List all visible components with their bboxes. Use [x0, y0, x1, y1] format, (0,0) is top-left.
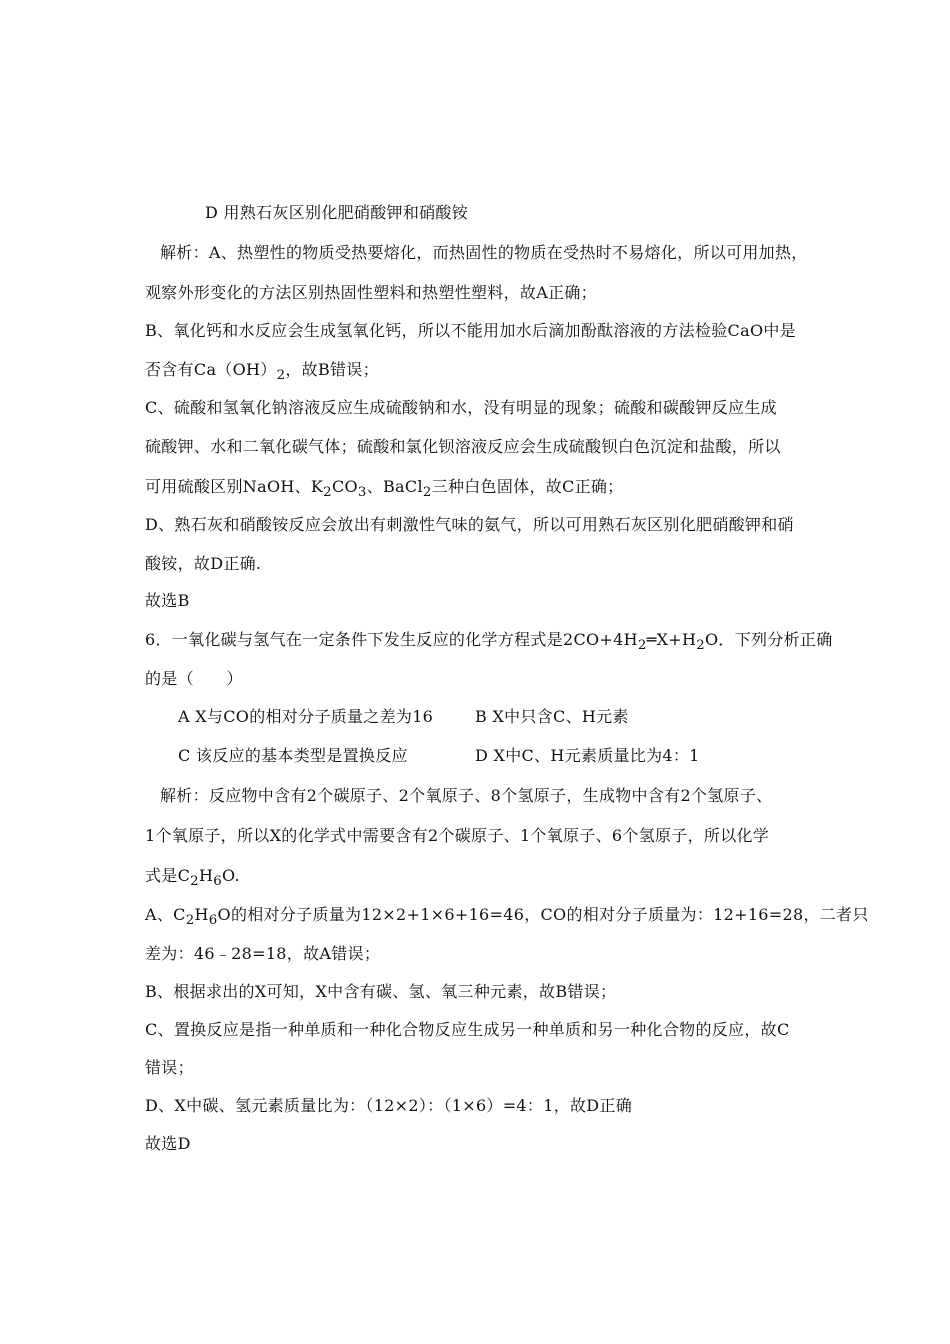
q5-analysis-line-8: D、熟石灰和硝酸铵反应会放出有刺激性气味的氨气，所以可用熟石灰区别化肥硝酸钾和硝: [145, 515, 794, 534]
q6-answer: 故选D: [145, 1134, 191, 1153]
q5-analysis-line-7: 可用硫酸区别NaOH、$K_2CO_3$、BaCl$_2$三种白色固体，故C正确；: [145, 477, 624, 501]
q5-analysis-line-3: B、氧化钙和水反应会生成氢氧化钙，所以不能用加水后滴加酚酞溶液的方法检验CaO中是: [145, 321, 796, 340]
q5-analysis-line-2: 观察外形变化的方法区别热固性塑料和热塑性塑料，故A正确；: [145, 283, 597, 302]
q6-analysis-line-1: 解析：反应物中含有2个碳原子、2个氧原子、8个氢原子，生成物中含有2个氢原子、: [160, 786, 773, 805]
q6-option-c: C 该反应的基本类型是置换反应: [178, 746, 408, 765]
q6-analysis-line-3: 式是$C_2H_6O$.: [145, 866, 240, 890]
q6-stem-line-2: 的是（ ）: [145, 669, 243, 688]
q6-b-line-1: B、根据求出的X可知，X中含有碳、氢、氧三种元素，故B错误；: [145, 982, 617, 1001]
q5-analysis-line-4: 否含有$Ca(OH)_2$，故B错误；: [145, 360, 379, 384]
q6-a-line-1: A、$C_2H_6O$的相对分子质量为12×2+1×6+16=46，CO的相对分子质量为：12+16=28，二者只: [145, 905, 869, 929]
q6-a-line-2: 差为：46﹣28=18，故A错误；: [145, 944, 381, 963]
q6-stem-line-1: 6．一氧化碳与氢气在一定条件下发生反应的化学方程式是$2CO+4H_2═X+H_2O$．下列分析正确: [145, 630, 833, 654]
q6-analysis-line-2: 1个氧原子，所以X的化学式中需要含有2个碳原子、1个氧原子、6个氢原子，所以化学: [145, 826, 770, 845]
q6-c-line-2: 错误；: [145, 1058, 194, 1077]
q5-answer: 故选B: [145, 591, 190, 610]
q5-analysis-line-9: 酸铵，故D正确.: [145, 554, 262, 573]
q6-c-line-1: C、置换反应是指一种单质和一种化合物反应生成另一种单质和另一种化合物的反应，故C: [145, 1020, 790, 1039]
q6-option-d: D X中C、H元素质量比为4：1: [475, 746, 700, 765]
q5-analysis-line-1: 解析：A、热塑性的物质受热要熔化，而热固性的物质在受热时不易熔化，所以可用加热，: [160, 243, 808, 262]
q6-option-b: B X中只含C、H元素: [475, 707, 629, 726]
q6-option-a: A X与CO的相对分子质量之差为16: [178, 707, 434, 726]
q5-analysis-line-5: C、硫酸和氢氧化钠溶液反应生成硫酸钠和水，没有明显的现象；硫酸和碳酸钾反应生成: [145, 398, 777, 417]
q5-option-d: D 用熟石灰区别化肥硝酸钾和硝酸铵: [205, 203, 469, 222]
q5-analysis-line-6: 硫酸钾、水和二氧化碳气体；硫酸和氯化钡溶液反应会生成硫酸钡白色沉淀和盐酸，所以: [145, 437, 781, 456]
q6-d-line-1: D、X中碳、氢元素质量比为：（12×2）：（1×6）=4：1，故D正确: [145, 1096, 633, 1115]
